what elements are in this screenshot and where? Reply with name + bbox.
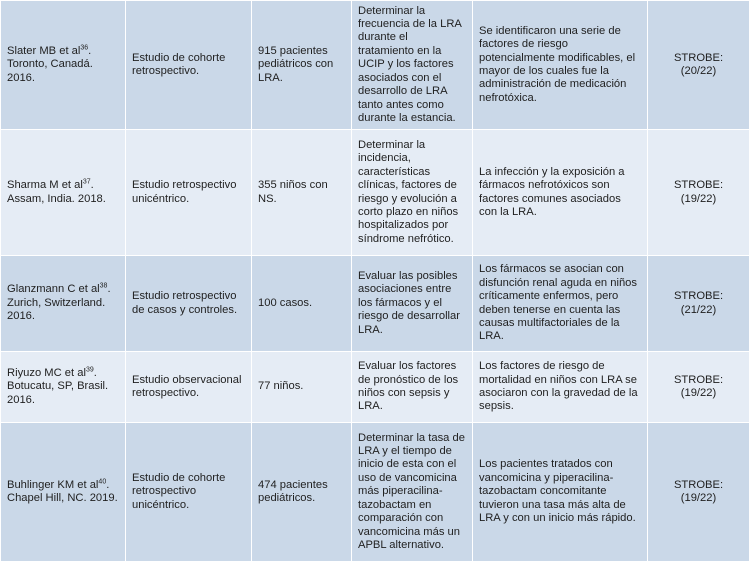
author-cell: Buhlinger KM et $al^{40}$. Chapel Hill, NC. 2019. xyxy=(1,423,126,562)
author-cell: Glanzmann C et $al^{38}$. Zurich, Switzerland. 2016. xyxy=(1,256,126,352)
author-year: 2016. xyxy=(7,394,35,406)
table-row xyxy=(1,423,749,562)
result-cell: Los pacientes tratados con vancomicina y piperacilina-tazobactam concomitante tuvieron una tasa más alta de LRA y con un inicio más rápido. xyxy=(473,423,648,562)
author-name: Slater MB et al xyxy=(7,45,80,57)
design-cell: Estudio retrospectivo de casos y controles. xyxy=(126,256,252,352)
sample-cell: 915 pacientes pediátricos con LRA. xyxy=(252,1,352,130)
reference-number: 39 xyxy=(86,366,94,373)
evaluation-label: STROBE: xyxy=(674,179,723,191)
evaluation-label: STROBE: xyxy=(674,479,723,491)
author-name: Riyuzo MC et al xyxy=(7,367,86,379)
table-row xyxy=(1,1,749,130)
author-name: Sharma M et al xyxy=(7,179,83,191)
evaluation-label: STROBE: xyxy=(674,290,723,302)
sample-cell: 100 casos. xyxy=(252,256,352,352)
reference-number: 38 xyxy=(100,283,108,290)
evaluation-cell xyxy=(648,423,749,562)
result-cell: La infección y la exposición a fármacos nefrotóxicos son factores comunes asociados con la LRA. xyxy=(473,130,648,256)
evaluation-label: STROBE: xyxy=(674,374,723,386)
result-cell: Se identificaron una serie de factores de riesgo potencialmente modificables, el mayor de los cuales fue la administración de medicación nefrotóxica. xyxy=(473,1,648,130)
author-place: Toronto, Canadá. xyxy=(7,58,93,70)
evaluation-score: (21/22) xyxy=(681,304,716,316)
result-cell: Los factores de riesgo de mortalidad en niños con LRA se asociaron con la gravedad de la sepsis. xyxy=(473,352,648,423)
author-place: Assam, India. 2018. xyxy=(7,193,106,205)
objective-cell: Evaluar las posibles asociaciones entre los fármacos y el riesgo de desarrollar LRA. xyxy=(352,256,473,352)
reference-number: 40 xyxy=(98,478,106,485)
objective-cell: Determinar la frecuencia de la LRA durante el tratamiento en la UCIP y los factores asociados con el desarrollo de LRA tanto antes como durante la estancia. xyxy=(352,1,473,130)
objective-cell: Determinar la tasa de LRA y el tiempo de inicio de esta con el uso de vancomicina más piperacilina-tazobactam en comparación con vancomicina más un APBL alternativo. xyxy=(352,423,473,562)
author-cell: Slater MB et $al^{36}$. Toronto, Canadá. 2016. xyxy=(1,1,126,130)
sample-cell: 355 niños con NS. xyxy=(252,130,352,256)
design-cell: Estudio de cohorte retrospectivo unicéntrico. xyxy=(126,423,252,562)
evaluation-score: (19/22) xyxy=(681,492,716,504)
author-name: Glanzmann C et al xyxy=(7,283,100,295)
sample-cell: 474 pacientes pediátricos. xyxy=(252,423,352,562)
evaluation-label: STROBE: xyxy=(674,52,723,64)
evaluation-score: (20/22) xyxy=(681,65,716,77)
evaluation-score: (19/22) xyxy=(681,387,716,399)
design-cell: Estudio de cohorte retrospectivo. xyxy=(126,1,252,130)
result-cell: Los fármacos se asocian con disfunción renal aguda en niños críticamente enfermos, pero deben tenerse en cuenta las causas multifactoriales de la LRA. xyxy=(473,256,648,352)
author-place: Chapel Hill, NC. 2019. xyxy=(7,492,118,504)
author-year: 2016. xyxy=(7,72,35,84)
table-row xyxy=(1,130,749,256)
author-place: Zurich, Switzerland. xyxy=(7,297,105,309)
evaluation-cell xyxy=(648,352,749,423)
evaluation-score: (19/22) xyxy=(681,193,716,205)
author-place: Botucatu, SP, Brasil. xyxy=(7,380,108,392)
objective-cell: Evaluar los factores de pronóstico de los niños con sepsis y LRA. xyxy=(352,352,473,423)
design-cell: Estudio observacional retrospectivo. xyxy=(126,352,252,423)
table-row xyxy=(1,256,749,352)
evaluation-cell xyxy=(648,256,749,352)
reference-number: 36 xyxy=(80,44,88,51)
evaluation-cell xyxy=(648,130,749,256)
author-name: Buhlinger KM et al xyxy=(7,479,98,491)
evaluation-cell xyxy=(648,1,749,130)
design-cell: Estudio retrospectivo unicéntrico. xyxy=(126,130,252,256)
author-cell: Riyuzo MC et $al^{39}$. Botucatu, SP, Brasil. 2016. xyxy=(1,352,126,423)
reference-number: 37 xyxy=(83,178,91,185)
author-year: 2016. xyxy=(7,310,35,322)
author-cell: Sharma M et $al^{37}$. Assam, India. 2018. xyxy=(1,130,126,256)
table-row xyxy=(1,352,749,423)
sample-cell: 77 niños. xyxy=(252,352,352,423)
objective-cell: Determinar la incidencia, características clínicas, factores de riesgo y evolución a corto plazo en niños hospitalizados por síndrome nefrótico. xyxy=(352,130,473,256)
